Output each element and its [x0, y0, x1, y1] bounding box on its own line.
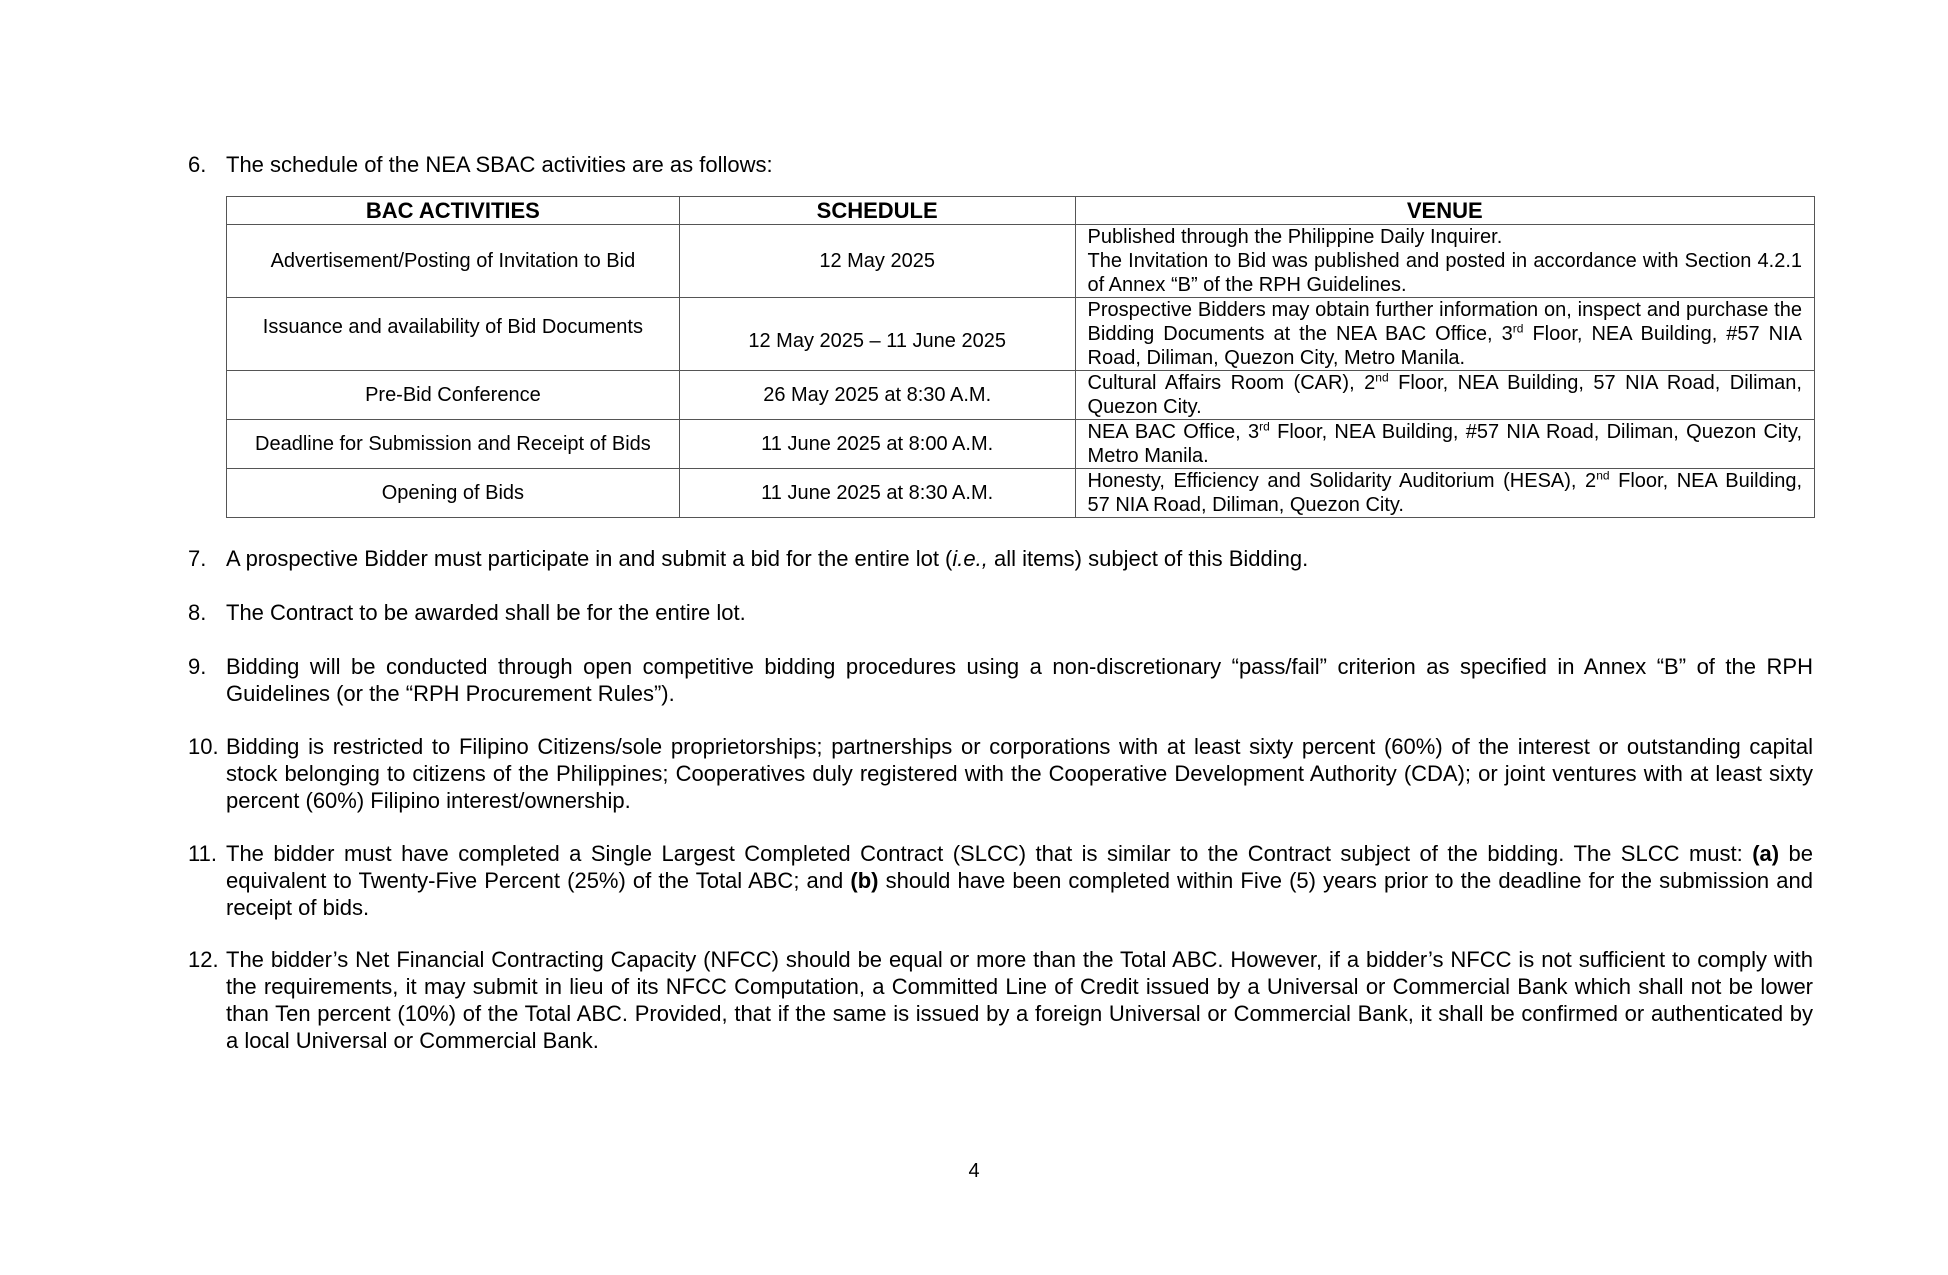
table-row	[227, 469, 1815, 518]
item-text	[226, 545, 1813, 572]
table-row	[227, 371, 1815, 420]
activity-cell: Opening of Bids	[227, 469, 680, 518]
activity-cell: Pre-Bid Conference	[227, 371, 680, 420]
item-12	[188, 946, 1813, 1054]
item-text	[226, 840, 1813, 921]
table-header-row	[227, 197, 1815, 225]
venue-cell	[1075, 225, 1814, 298]
ordinal-suffix: rd	[1512, 321, 1524, 336]
venue-cell	[1075, 298, 1814, 371]
venue-text: Floor, NEA Building, 57 NIA Road, Diliman, Quezon City.	[1087, 470, 1802, 516]
table-row	[227, 225, 1815, 298]
header-schedule: SCHEDULE	[679, 197, 1075, 225]
venue-text: Floor, NEA Building, #57 NIA Road, Diliman, Quezon City, Metro Manila.	[1087, 323, 1802, 369]
item-6	[188, 151, 1813, 178]
activity-cell: Advertisement/Posting of Invitation to Bid	[227, 225, 680, 298]
item-text-part: be equivalent to Twenty-Five Percent (25%) of the Total ABC; and	[226, 841, 1813, 893]
venue-cell	[1075, 469, 1814, 518]
item-text-part: The bidder must have completed a Single Largest Completed Contract (SLCC) that is similar to the Contract subject of the bidding. The SLCC must:	[226, 841, 1753, 866]
ordinal-suffix: rd	[1259, 419, 1270, 434]
item-text: Bidding will be conducted through open competitive bidding procedures using a non-discretionary “pass/fail” criterion as specified in Annex “B” of the RPH Guidelines (or the “RPH Procurement Rules”).	[226, 654, 1813, 706]
item-text-part: should have been completed within Five (5) years prior to the deadline for the submission and receipt of bids.	[226, 868, 1813, 920]
ordinal-suffix: nd	[1596, 468, 1610, 483]
schedule-cell: 12 May 2025	[679, 225, 1075, 298]
header-bac-activities: BAC ACTIVITIES	[227, 197, 680, 225]
schedule-cell: 26 May 2025 at 8:30 A.M.	[679, 371, 1075, 420]
venue-text: Honesty, Efficiency and Solidarity Auditorium (HESA), 2	[1087, 470, 1597, 492]
item-text: The schedule of the NEA SBAC activities are as follows:	[226, 152, 773, 177]
item-8	[188, 599, 1813, 626]
ordinal-suffix: nd	[1375, 370, 1389, 385]
venue-line: Published through the Philippine Daily Inquirer.	[1087, 226, 1503, 248]
item-text-bold: (b)	[850, 868, 879, 893]
schedule-table	[226, 196, 1815, 518]
venue-cell	[1075, 420, 1814, 469]
activity-cell: Deadline for Submission and Receipt of Bids	[227, 420, 680, 469]
item-10	[188, 733, 1813, 814]
table-row	[227, 420, 1815, 469]
activity-cell: Issuance and availability of Bid Documents	[227, 298, 680, 371]
table-row	[227, 298, 1815, 371]
item-number: 11.	[188, 841, 217, 866]
item-number: 12.	[188, 947, 219, 972]
item-number: 6.	[188, 152, 207, 177]
item-9	[188, 653, 1813, 707]
schedule-cell: 11 June 2025 at 8:30 A.M.	[679, 469, 1075, 518]
venue-text: Floor, NEA Building, 57 NIA Road, Diliman, Quezon City.	[1087, 372, 1802, 418]
item-text-bold: (a)	[1752, 841, 1780, 866]
venue-line: The Invitation to Bid was published and posted in accordance with Section 4.2.1 of Annex “B” of the RPH Guidelines.	[1087, 250, 1802, 296]
item-text-italic: i.e.,	[952, 546, 988, 571]
item-number: 8.	[188, 600, 207, 625]
item-text: The Contract to be awarded shall be for the entire lot.	[226, 600, 746, 625]
item-text-part: A prospective Bidder must participate in and submit a bid for the entire lot (	[226, 546, 953, 571]
page-number: 4	[968, 1160, 980, 1182]
venue-cell	[1075, 371, 1814, 420]
item-text-part: all items) subject of this Bidding.	[987, 546, 1309, 571]
venue-text: Cultural Affairs Room (CAR), 2	[1087, 372, 1376, 394]
schedule-cell: 11 June 2025 at 8:00 A.M.	[679, 420, 1075, 469]
item-number: 9.	[188, 654, 207, 679]
header-venue: VENUE	[1075, 197, 1814, 225]
venue-text: Floor, NEA Building, #57 NIA Road, Diliman, Quezon City, Metro Manila.	[1087, 421, 1802, 467]
item-number: 10.	[188, 734, 219, 759]
item-text: Bidding is restricted to Filipino Citizens/sole proprietorships; partnerships or corporations with at least sixty percent (60%) of the interest or outstanding capital stock belonging to citizens of the Philippines; Cooperatives duly registered with the Cooperative Development Authority (CDA); or joint ventures with at least sixty percent (60%) Filipino interest/ownership.	[226, 734, 1813, 813]
item-7	[188, 545, 1813, 572]
item-number: 7.	[188, 546, 207, 571]
venue-text: NEA BAC Office, 3	[1087, 421, 1260, 443]
schedule-cell: 12 May 2025 – 11 June 2025	[679, 298, 1075, 371]
venue-text: Prospective Bidders may obtain further information on, inspect and purchase the Bidding Documents at the NEA BAC Office, 3	[1087, 299, 1802, 345]
item-text: The bidder’s Net Financial Contracting Capacity (NFCC) should be equal or more than the Total ABC. However, if a bidder’s NFCC is not sufficient to comply with the requirements, it may submit in lieu of its NFCC Computation, a Committed Line of Credit issued by a Universal or Commercial Bank which shall not be lower than Ten percent (10%) of the Total ABC. Provided, that if the same is issued by a foreign Universal or Commercial Bank, it shall be confirmed or authenticated by a local Universal or Commercial Bank.	[226, 947, 1813, 1053]
item-11	[188, 840, 1813, 921]
